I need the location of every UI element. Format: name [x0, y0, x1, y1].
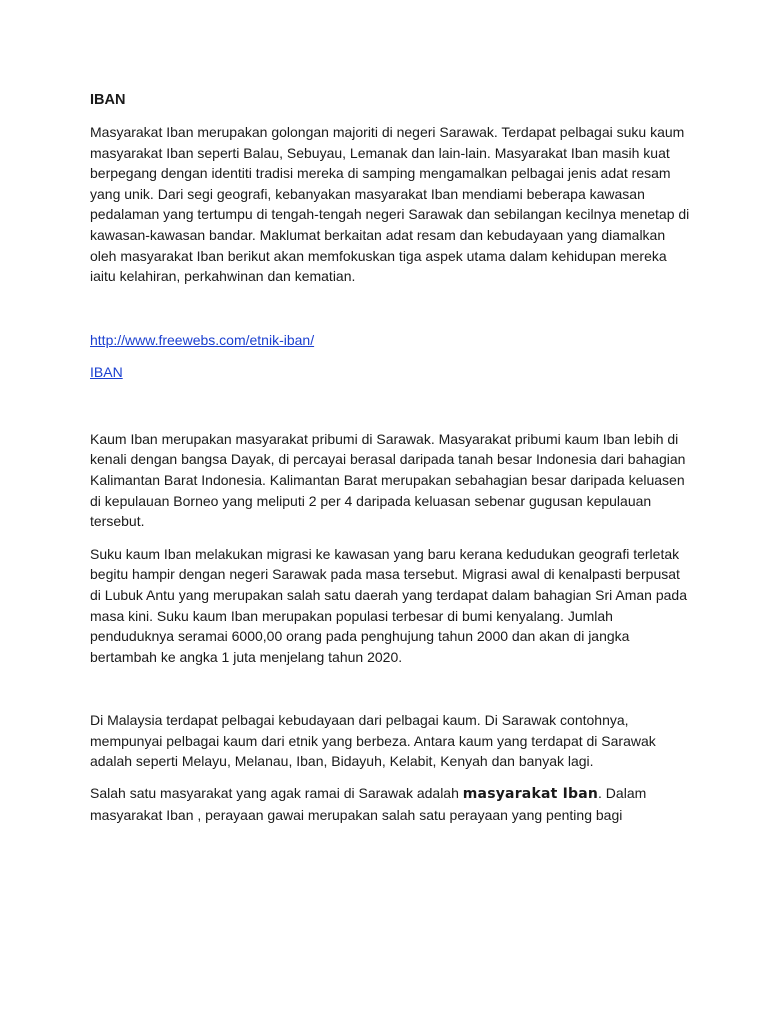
gawai-text-start: Salah satu masyarakat yang agak ramai di Sarawak adalah — [90, 785, 463, 802]
freewebs-link[interactable]: http://www.freewebs.com/etnik-iban/ — [90, 331, 315, 348]
spacer — [90, 772, 690, 783]
spacer — [90, 350, 690, 362]
document-page — [90, 92, 690, 825]
paragraph-intro: Masyarakat Iban merupakan golongan majoriti di negeri Sarawak. Terdapat pelbagai suku kaum masyarakat Iban seperti Balau, Sebuyau, Lemanak dan lain-lain. Masyarakat Iban masih kuat berpegang dengan identiti tradisi mereka di samping mengamalkan pelbagai jenis adat resam yang unik. Dari segi geografi, kebanyakan masyarakat Iban mendiami beberapa kawasan pedalaman yang tertumpu di tengah-tengah negeri Sarawak dan sebilangan kecilnya menetap di kawasan-kawasan bandar. Maklumat berkaitan adat resam dan kebudayaan yang diamalkan oleh masyarakat Iban berikut akan memfokuskan tiga aspek utama dalam kehidupan mereka iaitu kelahiran, perkahwinan dan kematian. — [90, 124, 690, 285]
spacer — [90, 667, 690, 710]
spacer — [90, 382, 690, 429]
paragraph-pribumi: Kaum Iban merupakan masyarakat pribumi di Sarawak. Masyarakat pribumi kaum Iban lebih di kenali dengan bangsa Dayak, di percayai berasal daripada tanah besar Indonesia dari bahagian Kalimantan Barat Indonesia. Kalimantan Barat merupakan sebahagian besar daripada keluasen di kepulauan Borneo yang meliputi 2 per 4 daripada keluasan sebenar gugusan kepulauan tersebut. — [90, 430, 686, 530]
paragraph-migrasi: Suku kaum Iban melakukan migrasi ke kawasan yang baru kerana kedudukan geografi terletak begitu hampir dengan negeri Sarawak pada masa tersebut. Migrasi awal di kenalpasti berpusat di Lubuk Antu yang merupakan salah satu daerah yang terdapat dalam bahagian Sri Aman pada masa kini. Suku kaum Iban merupakan populasi terbesar di bumi kenyalang. Jumlah penduduknya seramai 6000,00 orang pada penghujung tahun 2000 dan akan di jangka bertambah ke angka 1 juta menjelang tahun 2020. — [90, 545, 687, 665]
paragraph-malaysia: Di Malaysia terdapat pelbagai kebudayaan dari pelbagai kaum. Di Sarawak contohnya, mempunyai pelbagai kaum dari etnik yang berbeza. Antara kaum yang terdapat di Sarawak adalah seperti Melayu, Melanau, Iban, Bidayuh, Kelabit, Kenyah dan banyak lagi. — [90, 712, 656, 770]
spacer — [90, 287, 690, 330]
iban-link[interactable]: IBAN — [90, 363, 123, 380]
document-heading: IBAN — [90, 92, 126, 108]
paragraph-gawai — [90, 783, 690, 825]
gawai-text-end: . Dalam masyarakat Iban , perayaan gawai merupakan salah satu perayaan yang penting bagi — [90, 785, 647, 823]
spacer — [90, 532, 690, 544]
gawai-text-bold: masyarakat Iban — [462, 786, 599, 803]
